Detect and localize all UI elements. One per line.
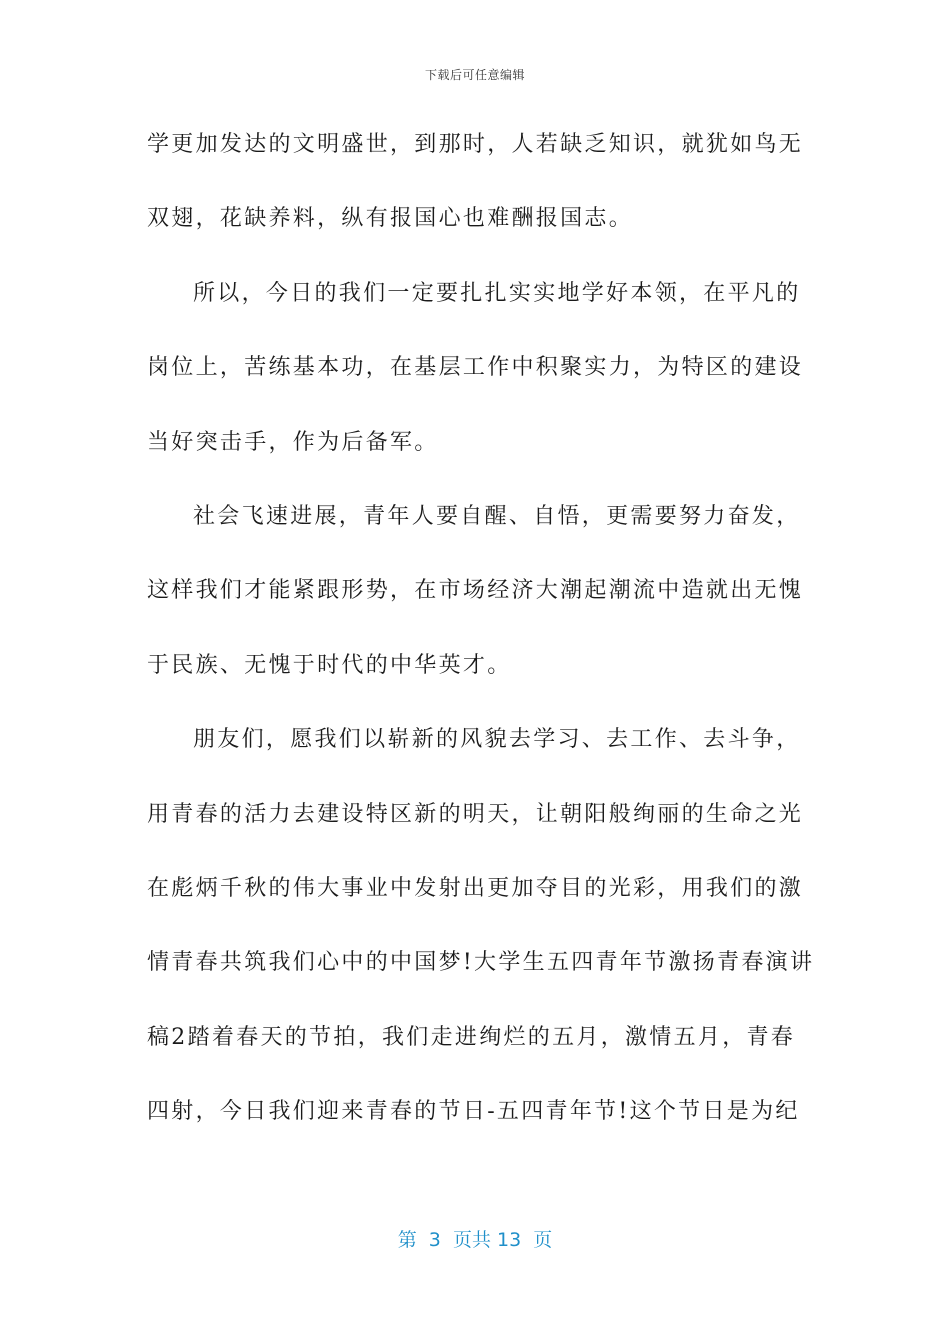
text-line: 岗位上，苦练基本功，在基层工作中积聚实力，为特区的建设 <box>147 355 804 381</box>
text-line: 这样我们才能紧跟形势，在市场经济大潮起潮流中造就出无愧 <box>147 578 804 604</box>
paragraph-start-line: 社会飞速进展，青年人要自醒、自悟，更需要努力奋发， <box>193 503 801 529</box>
text-line: 当好突击手，作为后备军。 <box>147 429 439 455</box>
paragraph-start-line: 所以，今日的我们一定要扎扎实实地学好本领，在平凡的 <box>193 280 801 306</box>
page-number-footer: 第 3 页共 13 页 <box>397 1229 553 1251</box>
document-body <box>147 121 815 1162</box>
text-line: 双翅，花缺养料，纵有报国心也难酬报国志。 <box>147 206 634 232</box>
text-line: 在彪炳千秋的伟大事业中发射出更加夺目的光彩，用我们的激 <box>147 875 804 901</box>
page-header-note: 下载后可任意编辑 <box>424 68 525 82</box>
paragraph-start-line: 朋友们，愿我们以崭新的风貌去学习、去工作、去斗争， <box>193 727 801 753</box>
text-line: 用青春的活力去建设特区新的明天，让朝阳般绚丽的生命之光 <box>147 801 804 827</box>
text-line: 于民族、无愧于时代的中华英才。 <box>147 652 512 678</box>
text-line: 四射，今日我们迎来青春的节日-五四青年节!这个节日是为纪 <box>147 1099 800 1125</box>
text-line: 学更加发达的文明盛世，到那时，人若缺乏知识，就犹如鸟无 <box>147 132 804 157</box>
text-line: 稿2踏着春天的节拍，我们走进绚烂的五月，激情五月，青春 <box>147 1024 796 1050</box>
text-line: 情青春共筑我们心中的中国梦!大学生五四青年节激扬青春演讲 <box>147 950 815 976</box>
